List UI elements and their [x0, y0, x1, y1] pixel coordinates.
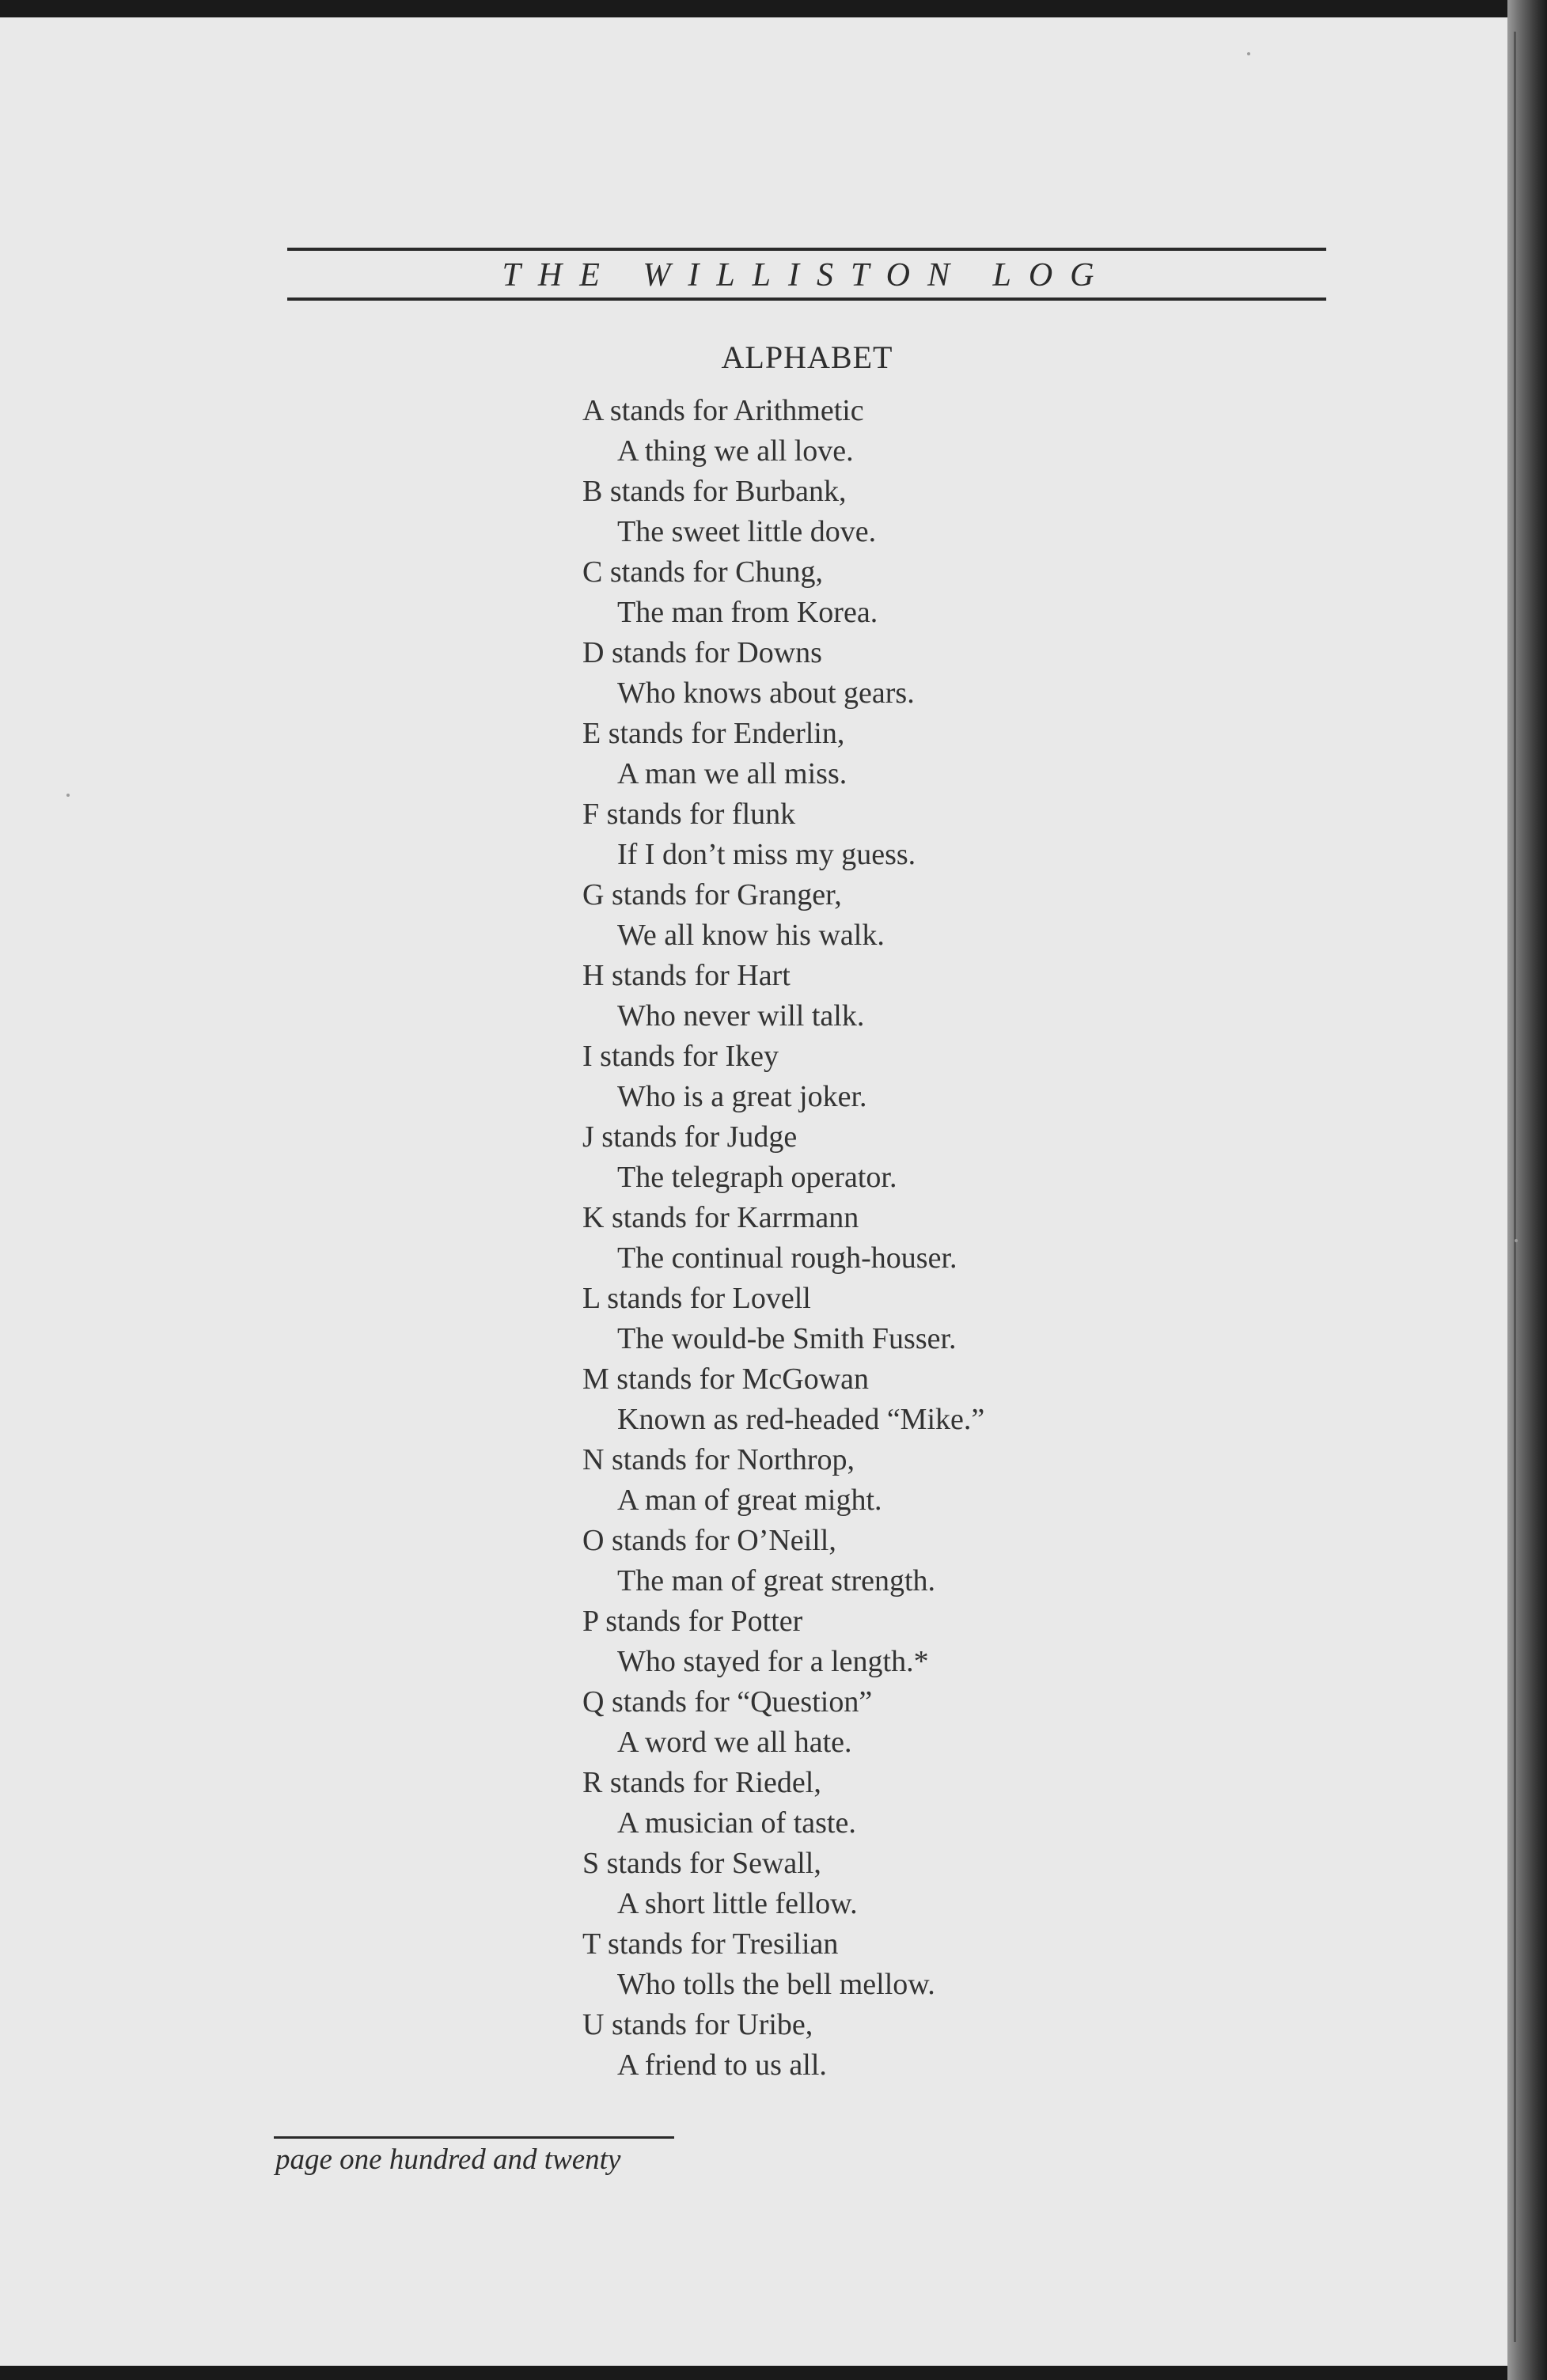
- poem-line: U stands for Uribe,: [582, 2008, 813, 2041]
- poem-line: S stands for Sewall,: [582, 1847, 821, 1880]
- poem-line: C stands for Chung,: [582, 555, 823, 589]
- poem-line: F stands for flunk: [582, 798, 796, 831]
- header-rule-bottom: [287, 298, 1326, 301]
- poem-line: The man from Korea.: [617, 596, 878, 629]
- poem-line: A man of great might.: [617, 1484, 882, 1517]
- poem-line: Who tolls the bell mellow.: [617, 1968, 935, 2001]
- poem-line: We all know his walk.: [617, 919, 885, 952]
- spine-line: [1514, 32, 1516, 2342]
- poem-lines: [582, 391, 1295, 2086]
- poem-line: Who knows about gears.: [617, 676, 915, 710]
- poem-line: The sweet little dove.: [617, 515, 877, 548]
- running-head: THE WILLISTON LOG: [502, 257, 1112, 294]
- poem-title: ALPHABET: [721, 339, 893, 375]
- poem-line: A short little fellow.: [617, 1887, 858, 1920]
- poem-line: K stands for Karrmann: [582, 1201, 859, 1234]
- poem-line: N stands for Northrop,: [582, 1443, 855, 1476]
- poem-line: A musician of taste.: [617, 1806, 856, 1840]
- poem-line: Who never will talk.: [617, 999, 865, 1033]
- poem-line: B stands for Burbank,: [582, 475, 847, 508]
- poem-line: H stands for Hart: [582, 959, 791, 992]
- header-rule-top: [287, 248, 1326, 251]
- poem-line: The continual rough-houser.: [617, 1241, 957, 1275]
- poem-line: M stands for McGowan: [582, 1362, 870, 1396]
- poem-line: L stands for Lovell: [582, 1282, 811, 1315]
- poem-line: E stands for Enderlin,: [582, 717, 845, 750]
- paper-speck: [66, 794, 70, 797]
- paper-speck: [1515, 1239, 1518, 1242]
- poem-line: A man we all miss.: [617, 757, 847, 790]
- poem-line: R stands for Riedel,: [582, 1766, 821, 1799]
- poem-line: The telegraph operator.: [617, 1161, 897, 1194]
- poem-line: D stands for Downs: [582, 636, 822, 669]
- poem-line: The would-be Smith Fusser.: [617, 1322, 957, 1355]
- footer-rule: [274, 2136, 674, 2139]
- page-number: page one hundred and twenty: [275, 2143, 621, 2176]
- poem-line: A stands for Arithmetic: [582, 394, 864, 427]
- poem-line: If I don’t miss my guess.: [617, 838, 916, 871]
- poem-line: A friend to us all.: [617, 2048, 827, 2082]
- poem-line: J stands for Judge: [582, 1120, 798, 1154]
- poem-line: Who stayed for a length.*: [617, 1645, 929, 1678]
- poem-line: A word we all hate.: [617, 1726, 852, 1759]
- poem-line: O stands for O’Neill,: [582, 1524, 836, 1557]
- poem-line: A thing we all love.: [617, 434, 854, 468]
- poem-line: P stands for Potter: [582, 1605, 803, 1638]
- paper-speck: [1247, 52, 1250, 55]
- poem-line: I stands for Ikey: [582, 1040, 779, 1073]
- poem-line: Q stands for “Question”: [582, 1685, 873, 1719]
- poem-line: Known as red-headed “Mike.”: [617, 1403, 985, 1436]
- poem-line: Who is a great joker.: [617, 1080, 867, 1113]
- poem-line: G stands for Granger,: [582, 878, 842, 911]
- poem-line: The man of great strength.: [617, 1564, 936, 1597]
- poem-line: T stands for Tresilian: [582, 1927, 839, 1961]
